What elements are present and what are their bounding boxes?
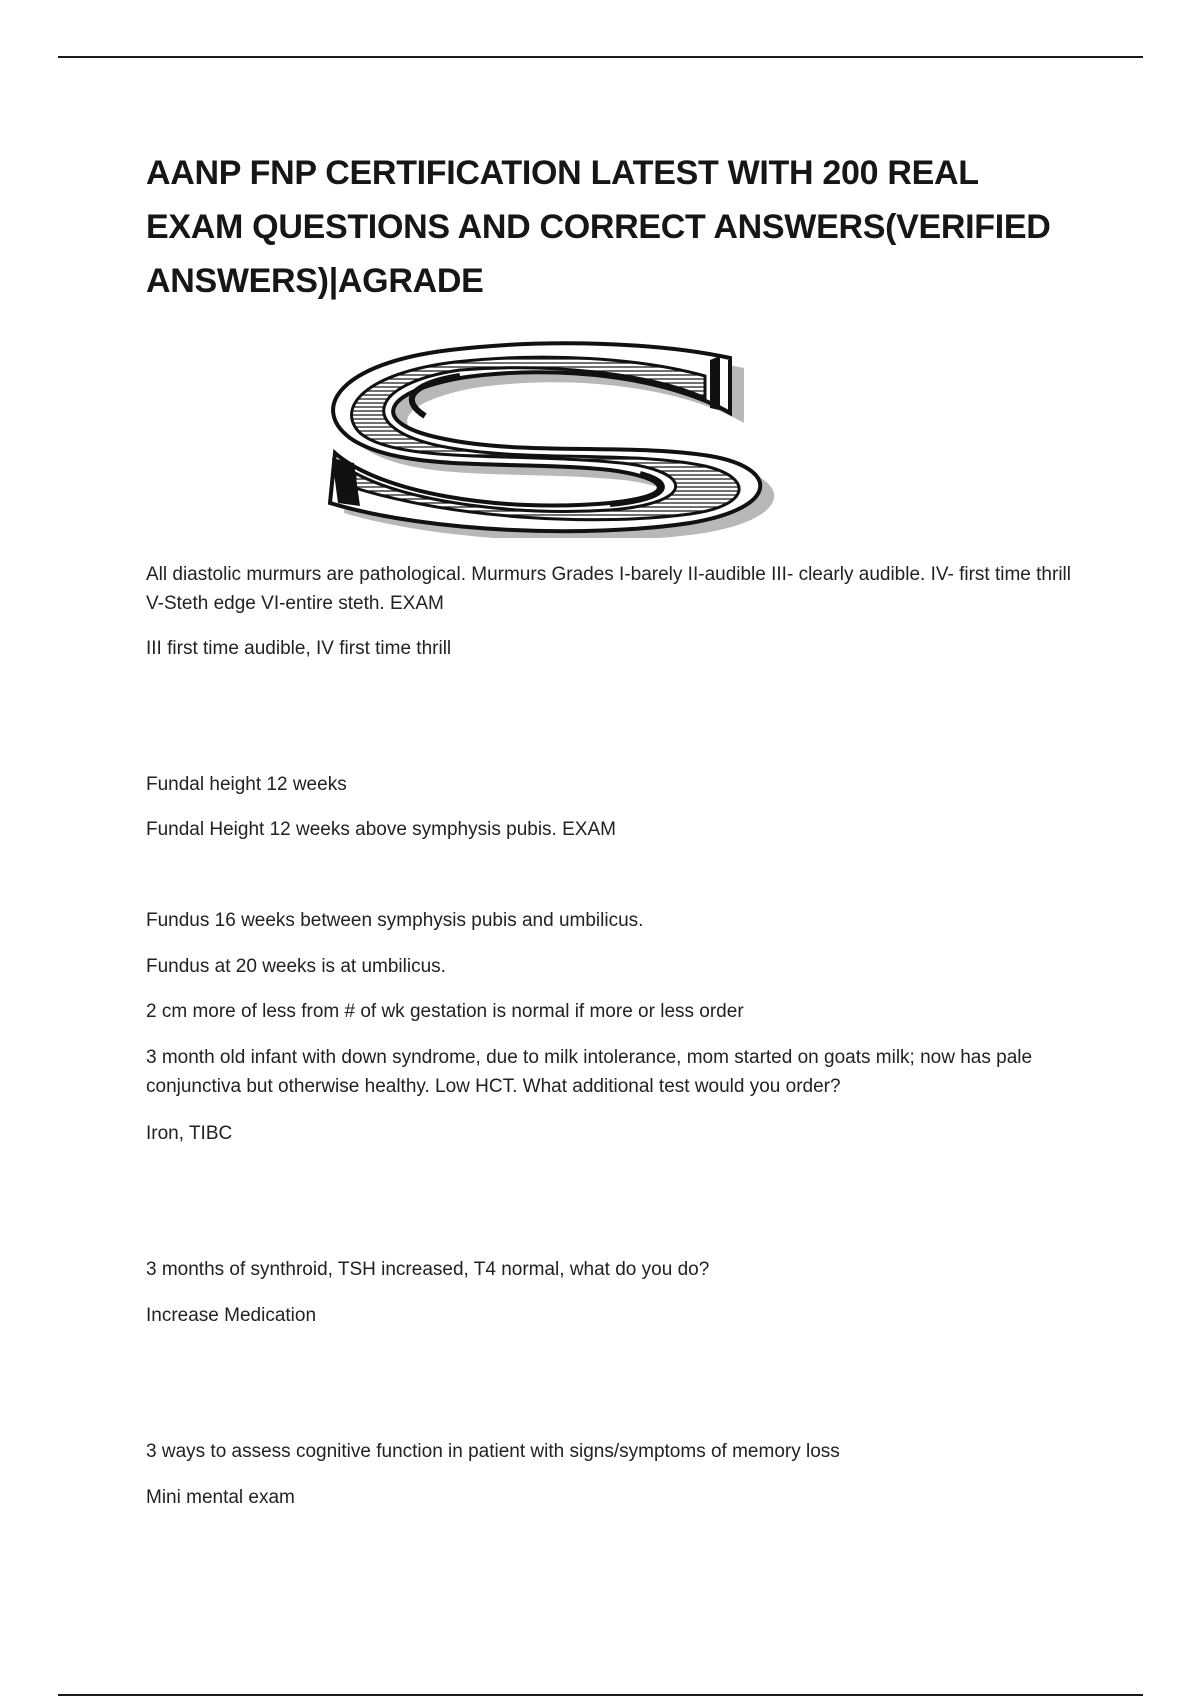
footer-rule xyxy=(58,1694,1143,1696)
murmur-grades-answer: III first time audible, IV first time thrill xyxy=(146,638,452,659)
header-rule xyxy=(58,56,1143,58)
fundus-20-weeks-note: Fundus at 20 weeks is at umbilicus. xyxy=(146,956,446,977)
down-syndrome-question: 3 month old infant with down syndrome, due to milk intolerance, mom started on goats milk; now has pale conjunctiva but otherwise healthy. Low HCT. What additional test would you order? xyxy=(146,1047,1033,1097)
synthroid-answer: Increase Medication xyxy=(146,1305,317,1326)
gestation-note: 2 cm more of less from # of wk gestation is normal if more or less order xyxy=(146,1001,744,1022)
document-title: AANP FNP CERTIFICATION LATEST WITH 200 REAL EXAM QUESTIONS AND CORRECT ANSWERS(VERIFIED ANSWERS)|AGRADE xyxy=(146,154,1051,300)
synthroid-question: 3 months of synthroid, TSH increased, T4 normal, what do you do? xyxy=(146,1259,710,1280)
cognitive-function-question: 3 ways to assess cognitive function in patient with signs/symptoms of memory loss xyxy=(146,1441,840,1462)
stuvia-s-logo-icon xyxy=(310,338,810,538)
cognitive-function-answer: Mini mental exam xyxy=(146,1487,295,1508)
down-syndrome-answer: Iron, TIBC xyxy=(146,1123,233,1144)
fundal-height-question: Fundal height 12 weeks xyxy=(146,774,347,795)
fundal-height-answer: Fundal Height 12 weeks above symphysis pubis. EXAM xyxy=(146,819,616,840)
murmur-grades-question: All diastolic murmurs are pathological. Murmurs Grades I-barely II-audible III- clearly audible. IV- first time thrill V-Steth edge VI-entire steth. EXAM xyxy=(146,564,1071,614)
fundus-16-weeks-note: Fundus 16 weeks between symphysis pubis and umbilicus. xyxy=(146,910,644,931)
